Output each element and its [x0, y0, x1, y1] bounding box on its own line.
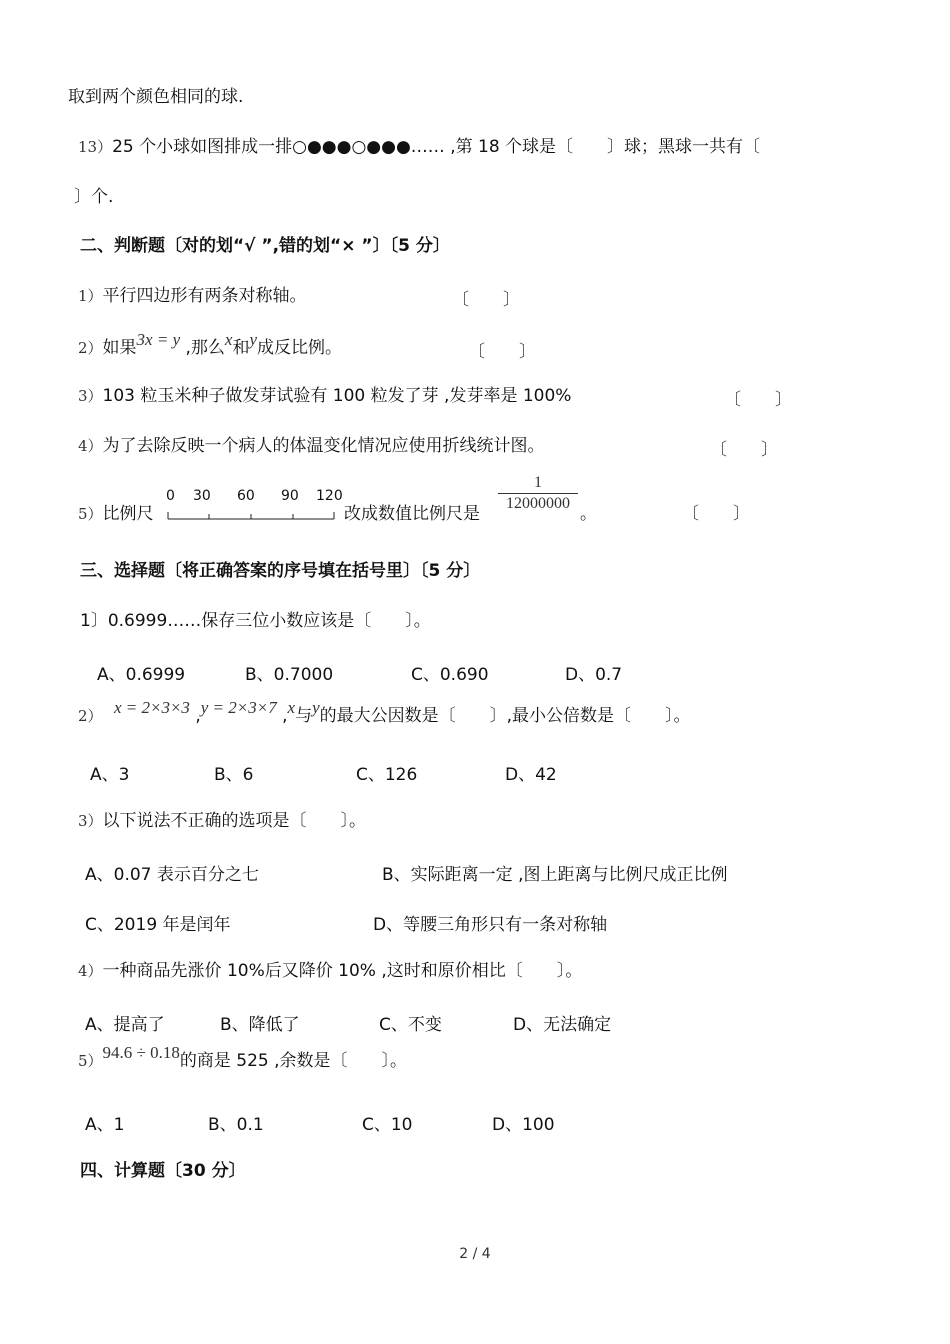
question-number: 4） — [78, 962, 103, 980]
item-text: ,那么 — [180, 338, 225, 358]
judge-item-2 — [78, 330, 343, 359]
choice-question-3 — [78, 810, 366, 832]
scale-label: 30 — [193, 488, 211, 504]
option-a[interactable]: A、1 — [85, 1115, 125, 1135]
item-text: 改成数值比例尺是 — [344, 504, 480, 524]
item-text: 为了去除反映一个病人的体温变化情况应使用折线统计图。 — [102, 436, 545, 456]
option-d[interactable]: D、42 — [505, 765, 557, 785]
math-expression: x = 2×3×3 — [113, 698, 190, 717]
item-text: 平行四边形有两条对称轴。 — [102, 286, 307, 306]
option-a[interactable]: A、0.07 表示百分之七 — [85, 865, 259, 885]
fraction — [496, 474, 580, 513]
choice-question-5 — [78, 1043, 408, 1072]
ball-sequence: ○●●●○●●●…… — [292, 137, 445, 157]
page-number: 2 / 4 — [459, 1246, 491, 1262]
question-text: , — [276, 706, 288, 726]
math-variable: x — [224, 330, 233, 349]
item-number: 5） — [78, 505, 103, 523]
answer-paren[interactable]: 〔 〕 — [682, 504, 750, 524]
math-expression: 94.6 ÷ 0.18 — [102, 1043, 180, 1062]
option-c[interactable]: C、不变 — [379, 1015, 442, 1035]
item-text: 。 — [580, 504, 597, 524]
option-c[interactable]: C、2019 年是闰年 — [85, 915, 231, 935]
option-d[interactable]: D、100 — [492, 1115, 555, 1135]
question-number: 2） — [78, 707, 103, 725]
answer-paren[interactable]: 〔 〕 — [452, 290, 520, 310]
question-13-continued: 〕个. — [74, 187, 114, 207]
judge-item-4 — [78, 435, 545, 457]
item-text: 成反比例。 — [257, 338, 343, 358]
item-number: 1） — [78, 287, 103, 305]
question-number: 5） — [78, 1052, 103, 1070]
item-text: 103 粒玉米种子做发芽试验有 100 粒发了芽 ,发芽率是 100% — [102, 386, 572, 406]
judge-item-3 — [78, 385, 571, 407]
math-variable: y — [249, 330, 258, 349]
fraction-denominator: 12000000 — [506, 495, 570, 512]
math-variable: x — [287, 698, 296, 717]
item-text: 比例尺 — [102, 504, 154, 524]
answer-paren[interactable]: 〔 〕 — [468, 342, 536, 362]
question-number: 3） — [78, 812, 103, 830]
option-a[interactable]: A、3 — [90, 765, 130, 785]
fraction-bar — [498, 493, 578, 494]
answer-paren[interactable]: 〔 〕 — [724, 390, 792, 410]
question-text: ,第 18 个球是〔 〕球；黑球一共有〔 — [444, 137, 761, 157]
question-text: 25 个小球如图排成一排 — [112, 137, 293, 157]
fraction-numerator: 1 — [534, 474, 542, 491]
question-number: 13） — [78, 138, 113, 156]
scale-label: 120 — [316, 488, 343, 504]
math-variable: y — [312, 698, 320, 717]
question-text: 的最大公因数是〔 〕,最小公倍数是〔 〕。 — [319, 706, 691, 726]
item-number: 3） — [78, 387, 103, 405]
prev-question-tail: 取到两个颜色相同的球. — [68, 87, 244, 107]
option-b[interactable]: B、降低了 — [220, 1015, 300, 1035]
judge-item-1 — [78, 285, 307, 307]
question-text: 以下说法不正确的选项是〔 〕。 — [102, 811, 367, 831]
item-text: 和 — [232, 338, 250, 358]
option-d[interactable]: D、无法确定 — [513, 1015, 612, 1035]
section-3-title: 三、选择题〔将正确答案的序号填在括号里〕〔5 分〕 — [80, 561, 481, 581]
question-text: 的商是 525 ,余数是〔 〕。 — [179, 1051, 408, 1071]
option-b[interactable]: B、0.1 — [208, 1115, 264, 1135]
scale-ruler — [164, 488, 340, 524]
item-number: 2） — [78, 339, 103, 357]
math-expression: y = 2×3×7 — [200, 698, 277, 717]
scale-label: 60 — [237, 488, 255, 504]
option-c[interactable]: C、0.690 — [411, 665, 489, 685]
section-2-title: 二、判断题〔对的划“√ ”,错的划“× ”〕〔5 分〕 — [80, 236, 450, 256]
question-text: 与 — [295, 706, 313, 726]
option-a[interactable]: A、提高了 — [85, 1015, 165, 1035]
question-13 — [78, 136, 760, 158]
choice-question-1: 1〕0.6999……保存三位小数应该是〔 〕。 — [80, 611, 431, 631]
choice-question-2 — [78, 698, 691, 727]
scale-label: 0 — [166, 488, 175, 504]
option-d[interactable]: D、等腰三角形只有一条对称轴 — [373, 915, 608, 935]
option-b[interactable]: B、6 — [214, 765, 254, 785]
math-expression: 3x = y — [136, 330, 181, 349]
option-d[interactable]: D、0.7 — [565, 665, 623, 685]
option-a[interactable]: A、0.6999 — [97, 665, 186, 685]
section-4-title: 四、计算题〔30 分〕 — [80, 1161, 246, 1181]
scale-bar — [164, 488, 343, 524]
judge-item-5 — [78, 503, 154, 525]
option-b[interactable]: B、0.7000 — [245, 665, 334, 685]
choice-question-4 — [78, 960, 582, 982]
option-b[interactable]: B、实际距离一定 ,图上距离与比例尺成正比例 — [382, 865, 728, 885]
item-number: 4） — [78, 437, 103, 455]
question-text: 一种商品先涨价 10%后又降价 10% ,这时和原价相比〔 〕。 — [102, 961, 583, 981]
scale-label: 90 — [281, 488, 299, 504]
option-c[interactable]: C、126 — [356, 765, 418, 785]
option-c[interactable]: C、10 — [362, 1115, 413, 1135]
answer-paren[interactable]: 〔 〕 — [710, 440, 778, 460]
item-text: 如果 — [102, 338, 137, 358]
question-text: , — [189, 706, 201, 726]
